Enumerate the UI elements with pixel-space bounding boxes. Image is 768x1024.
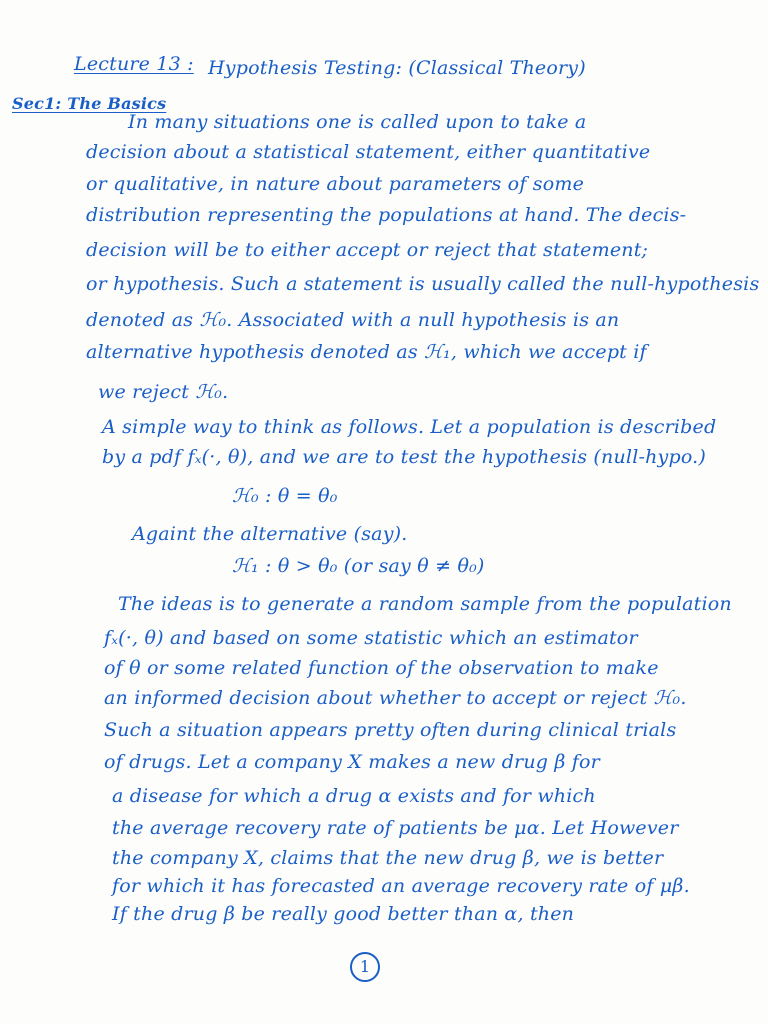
p3-line-5: Such a situation appears pretty often during clinical trials <box>104 719 677 741</box>
lecture-number: Lecture 13 : <box>74 53 194 75</box>
lecture-title <box>208 56 586 80</box>
against-alternative: Againt the alternative (say). <box>132 523 408 545</box>
p2-line-2: by a pdf fₓ(·, θ), and we are to test the hypothesis (null-hypo.) <box>102 446 706 468</box>
p2-line-1: A simple way to think as follows. Let a population is described <box>102 416 717 438</box>
p3-line-4: an informed decision about whether to accept or reject ℋ₀. <box>104 687 687 709</box>
p3-line-9: the company X, claims that the new drug β, we is better <box>112 847 664 869</box>
p1-line-4: distribution representing the populations at hand. The decis- <box>86 204 687 226</box>
p3-line-10: for which it has forecasted an average recovery rate of μβ. <box>112 875 690 897</box>
p1-line-7: denoted as ℋ₀. Associated with a null hypothesis is an <box>86 309 620 331</box>
p1-line-8: alternative hypothesis denoted as ℋ₁, which we accept if <box>86 341 647 363</box>
p3-line-3: of θ or some related function of the observation to make <box>104 657 659 679</box>
p1-line-2: decision about a statistical statement, either quantitative <box>86 141 651 163</box>
p3-line-1: The ideas is to generate a random sample from the population <box>118 593 732 615</box>
p3-line-2: fₓ(·, θ) and based on some statistic which an estimator <box>104 627 638 649</box>
p3-line-11: If the drug β be really good better than α, then <box>112 903 575 925</box>
p3-line-7: a disease for which a drug α exists and for which <box>112 785 596 807</box>
title-paren: (Classical Theory) <box>408 57 586 79</box>
p3-line-8: the average recovery rate of patients be μα. Let However <box>112 817 679 839</box>
p1-line-1: In many situations one is called upon to take a <box>128 111 587 133</box>
alternative-hypothesis: ℋ₁ : θ > θ₀ (or say θ ≠ θ₀) <box>232 555 485 577</box>
p3-line-6: of drugs. Let a company X makes a new drug β for <box>104 751 600 773</box>
lecture-label <box>74 52 194 76</box>
p1-line-9: we reject ℋ₀. <box>98 381 229 403</box>
section-heading: Sec1: The Basics <box>12 94 167 113</box>
p1-line-3: or qualitative, in nature about parameters of some <box>86 173 585 195</box>
null-hypothesis: ℋ₀ : θ = θ₀ <box>232 485 338 507</box>
page-number: 1 <box>350 952 380 982</box>
p1-line-6: or hypothesis. Such a statement is usually called the null-hypothesis <box>86 273 760 295</box>
title-prefix: Hypothesis Testing: <box>208 57 403 79</box>
p1-line-5: decision will be to either accept or reject that statement; <box>86 239 649 261</box>
